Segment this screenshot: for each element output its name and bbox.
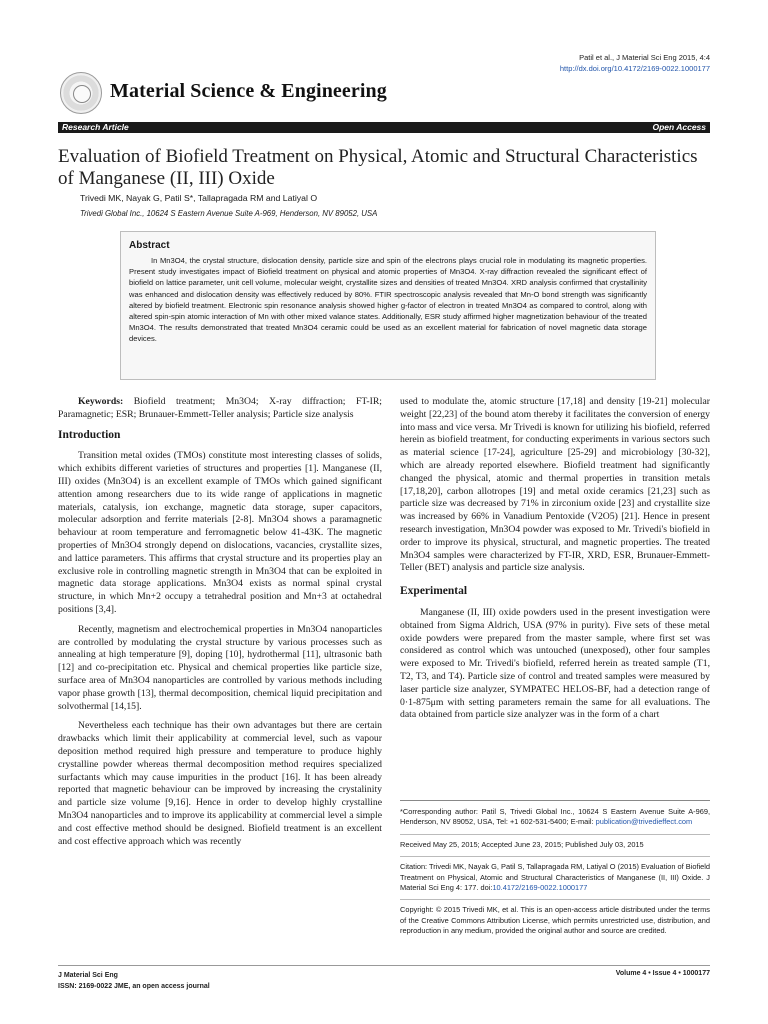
citation-header — [560, 52, 710, 74]
intro-paragraph-3: Nevertheless each technique has their own advantages but there are certain drawbacks which limit their applicability at commercial level, such as vapour deposition method required high pressure and temperature to produce highly crystalline powder whereas thermal decomposition method requires specialized surfactants which may cause impurities in the product [16]. It has been already reported that magnetic behaviour can be improved by increasing the crystalinity and particle size volume [9,16]. Hence in order to develop highly crystalline Mn3O4 nanoparticles and to improve its applicability at commercial level a simple and cost effective method should be designed. Biofield treatment is an excellent and cost effective approach which was recently — [58, 720, 382, 847]
divider — [400, 856, 710, 857]
article-citation — [400, 862, 710, 893]
divider — [400, 834, 710, 835]
footer-journal: J Material Sci Eng — [58, 972, 118, 979]
keywords-text: Biofield treatment; Mn3O4; X-ray diffraction; FT-IR; Paramagnetic; ESR; Brunauer-Emmett-Teller analysis; Particle size analysis — [58, 396, 383, 420]
journal-logo-icon — [60, 72, 102, 114]
abstract-box — [120, 231, 656, 380]
page-footer — [58, 965, 710, 990]
correspondence-block — [400, 800, 710, 937]
open-access-label: Open Access — [652, 122, 706, 132]
journal-title: Material Science & Engineering — [110, 80, 387, 102]
footer-volume: Volume 4 • Issue 4 • 1000177 — [615, 970, 710, 977]
citation-body: Citation: Trivedi MK, Nayak G, Patil S, Tallapragada RM, Latiyal O (2015) Evaluation of Biofield Treatment on Physical, Atomic and Structural Characteristics of Manganese (II, III) Oxide. J Material Sci Eng 4: 177. doi: — [400, 862, 711, 893]
intro-paragraph-2: Recently, magnetism and electrochemical properties in Mn3O4 nanoparticles are controlled by modulating the crystal structure by various processes such as annealing at high temperature [9], doping [10], hydrothermal [11], ultrasonic bath [12] and co-precipitation etc. Physical and chemical properties like particle size, surface area of Mn3O4 nanoparticles are controlled by various methods including vapor phase growth [13], thermal decomposition, chemical liquid precipitation and solvothermal [14,15]. — [58, 623, 382, 712]
article-dates: Received May 25, 2015; Accepted June 23, 2015; Published July 03, 2015 — [400, 839, 644, 849]
citation-doi-link[interactable]: 10.4172/2169-0022.1000177 — [492, 883, 588, 893]
intro-paragraph-4: used to modulate the, atomic structure [17,18] and density [19-21] molecular weight [22,23] of the bound atom thereby it facilitates the conversion of energy into mass and vice versa. Mr Trivedi is known for utilizing his biofield, referred herein as biofield treatment, for conducting experiments in various sectors such as material science [17-24], agriculture [25-29] and microbiology [30-32], which are already reported elsewhere. Biofield treatment had significantly changed the physical, atomic and thermal properties in transition metals [17,18,20], carbon allotropes [19] and metal oxide ceramics [21,23] such as particle size was decreased by 71% in zirconium oxide [23] and crystallite size was increased by 66% in Vanadium Pentoxide (V2O5) [21]. Hence in present research investigation, Mn3O4 powder was exposed to Mr. Trivedi's biofield in order to improve its physical, structural, and magnetic properties. The treated Mn3O4 samples were characterized by FT-IR, XRD, ESR, Brunauer-Emmett-Teller (BET) analysis and particle size analysis. — [400, 396, 710, 574]
left-column — [58, 396, 382, 855]
footer-journal-info — [58, 970, 210, 992]
keywords-label: Keywords: — [78, 396, 124, 407]
article-title: Evaluation of Biofield Treatment on Physical, Atomic and Structural Characteristics of Manganese (II, III) Oxide — [58, 146, 698, 189]
affiliation: Trivedi Global Inc., 10624 S Eastern Avenue Suite A-969, Henderson, NV 89052, USA — [80, 209, 378, 218]
keywords — [58, 396, 382, 422]
article-type-label: Research Article — [62, 122, 129, 132]
abstract-heading: Abstract — [129, 240, 170, 251]
abstract-text: In Mn3O4, the crystal structure, dislocation density, particle size and spin of the electrons plays crucial role in modulating its magnetic properties. Present study investigates impact of Biofield treatment on physical and atomic properties of Mn3O4. X-ray diffraction revealed the significant effect of biofield on lattice parameter, unit cell volume, molecular weight, crystallite sizes and densities of treated Mn3O4. XRD analysis confirmed that crystallinity was enhanced and dislocation density was effectively reduced by 80%. FTIR spectroscopic analysis revealed that Mn-O bond strength was significantly altered by biofield treatment. Electronic spin resonance analysis showed higher g-factor of electron in treated Mn3O4 as compared to control, along with altered spin-spin atomic interaction of Mn with other mixed valance states. Additionally, ESR study affirmed higher magnetization behaviour of the treated Mn3O4. The results demonstrated that treated Mn3O4 ceramic could be used as an excellent material for fabrication of novel magnetic data storage devices. — [129, 256, 647, 344]
footer-issn: ISSN: 2169-0022 JME, an open access journal — [58, 983, 210, 990]
intro-paragraph-1: Transition metal oxides (TMOs) constitute most interesting classes of solids, which exhibits different varieties of structures and properties [1]. Manganese (II, III) oxides (Mn3O4) is an excellent example of TMOs which gained significant attention among researchers due to its wide range of applications in magnetic materials, catalysis, ion exchange, magnetic data storage, super capacitors, molecular adsorption and ferrite materials [2-8]. Mn3O4 shows a paramagnetic behaviour at room temperature and ferromagnetic below 41-43K. The magnetic properties of Mn3O4 strongly depend on dislocations, vacancies, crystallite sizes, and lattice parameters. This affirms that crystal structure and its properties play an exclusive role in controlling magnetic strength in Mn3O4 that can be exploited in magnetic data storage applications. Mn3O4 exists as normal spinal crystal structure, in which Mn+2 occupy a tetrahedral position and Mn+3 at octahedral positions [3,4]. — [58, 450, 382, 615]
author-email-link[interactable]: publication@trivedieffect.com — [595, 817, 693, 827]
author-list: Trivedi MK, Nayak G, Patil S*, Tallapragada RM and Latiyal O — [80, 193, 318, 203]
citation-text: Patil et al., J Material Sci Eng 2015, 4:4 — [579, 53, 710, 62]
divider — [400, 899, 710, 900]
introduction-heading: Introduction — [58, 428, 121, 441]
doi-link[interactable]: http://dx.doi.org/10.4172/2169-0022.1000177 — [559, 64, 710, 73]
corresponding-author — [400, 807, 710, 828]
copyright-notice: Copyright: © 2015 Trivedi MK, et al. This is an open-access article distributed under the terms of the Creative Commons Attribution License, which permits unrestricted use, distribution, and reproduction in any medium, provided the original author and source are credited. — [400, 905, 710, 936]
experimental-paragraph: Manganese (II, III) oxide powders used in the present investigation were obtained from Sigma Aldrich, USA (97% in purity). Five sets of these metal oxide powders were prepared from the master sample, where first set was considered as control which was untouched (unexposed), other four samples were exposed to Mr. Trivedi's biofield, referred herein as treated sample (T1, T2, T3, and T4). Particle size of control and treated samples were measured by laser particle size analyzer, SYMPATEC HELOS-BF, had a detection range of 0·1-875μm with setting parameters remain the same for all evaluations. The data obtained from particle size analyzer was in the form of a chart — [400, 606, 710, 721]
right-column — [400, 396, 710, 729]
experimental-heading: Experimental — [400, 585, 468, 598]
article-type-bar — [58, 122, 710, 133]
corresponding-author-text: *Corresponding author: Patil S, Trivedi Global Inc., 10624 S Eastern Avenue Suite A-969, Henderson, NV 89052, USA, Tel: +1 602-531-5400; E-mail: — [400, 807, 710, 827]
